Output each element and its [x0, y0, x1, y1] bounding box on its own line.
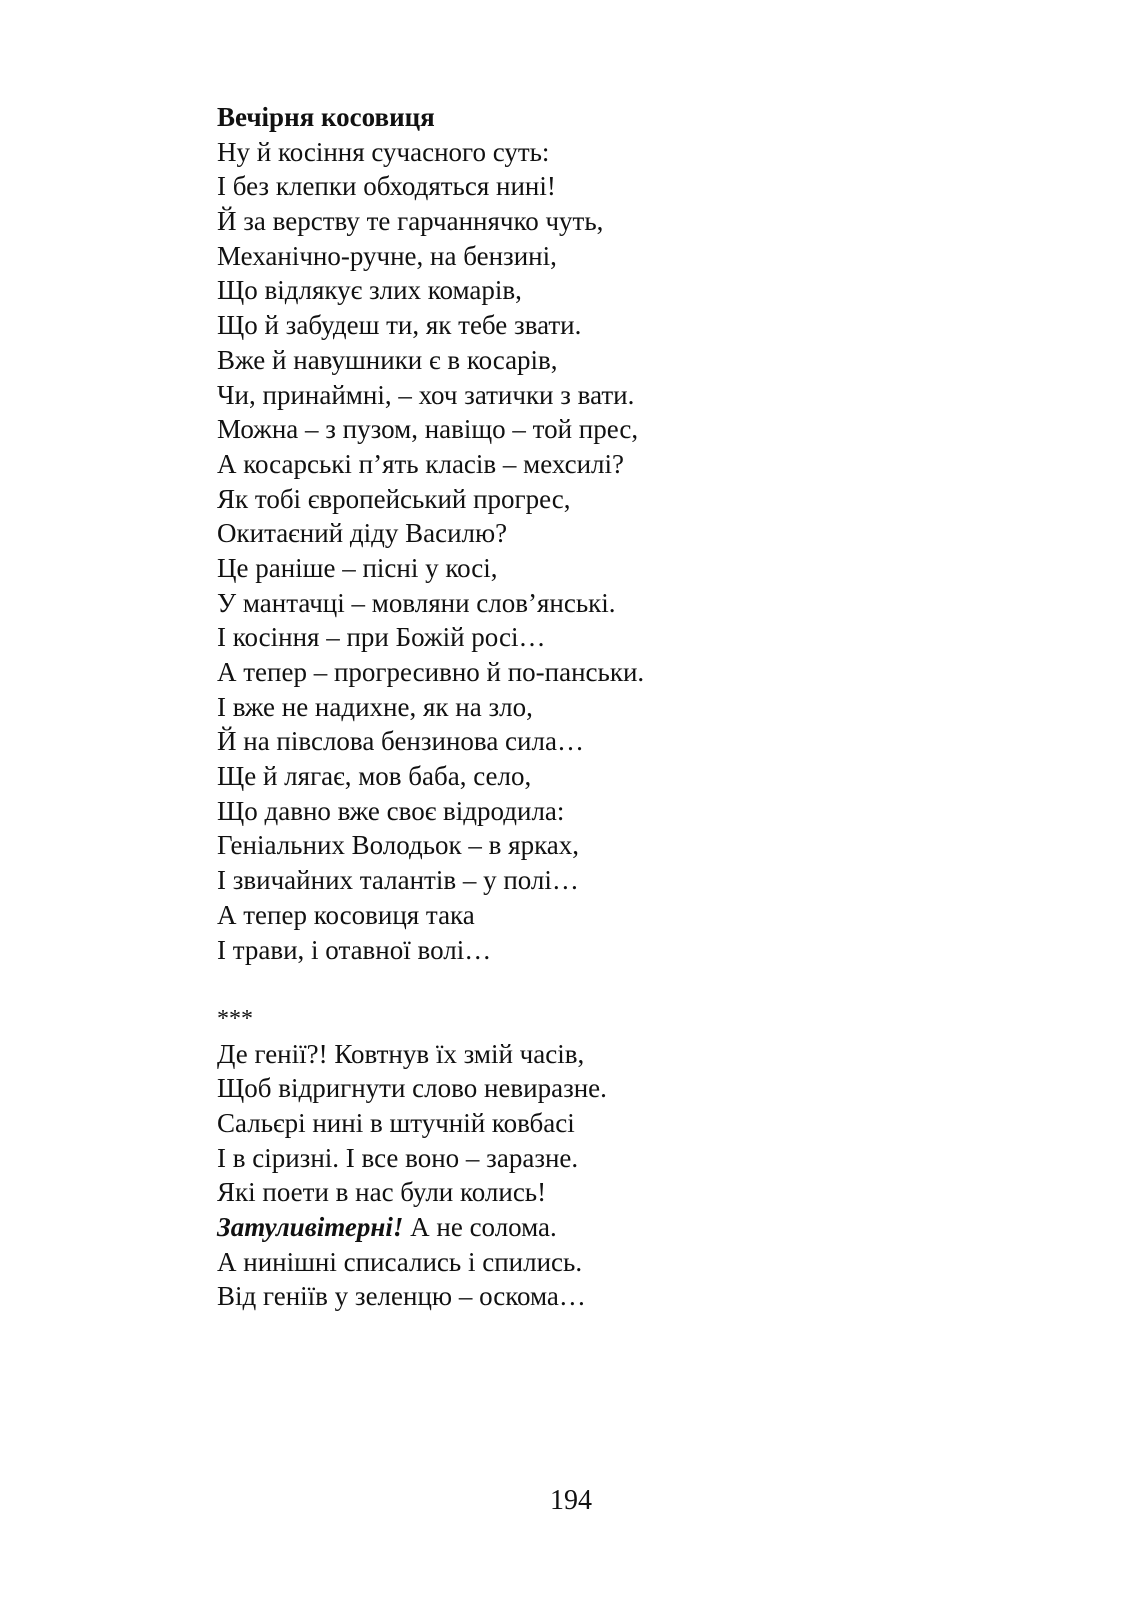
line-rest: А не солома.: [403, 1212, 557, 1242]
poem-line: І в сіризні. І все воно – заразне.: [217, 1142, 579, 1173]
poem-line: І без клепки обходяться нині!: [217, 171, 556, 202]
poem-line: Що давно вже своє відродила:: [217, 795, 565, 826]
poem-line: Вже й навушники є в косарів,: [217, 344, 558, 375]
poem-line: А тепер – прогресивно й по-панськи.: [217, 657, 645, 687]
poem-line: Окитаєний діду Василю?: [217, 518, 508, 549]
poem-line: Механічно-ручне, на бензині,: [217, 240, 557, 271]
poem-line: І трави, і отавної волі…: [217, 934, 492, 965]
poem-line: Чи, принаймні, – хоч затички з вати.: [217, 379, 635, 410]
poem-line: Як тобі європейський прогрес,: [217, 483, 571, 514]
poem-line: А нинішні списались і спились.: [217, 1246, 583, 1277]
poem-line: Що й забудеш ти, як тебе звати.: [217, 310, 582, 341]
poem-line: Сальєрі нині в штучній ковбасі: [217, 1107, 575, 1138]
poem-line: Де генії?! Ковтнув їх змій часів,: [217, 1038, 585, 1069]
poem-line: Які поети в нас були колись!: [217, 1177, 547, 1208]
stanza-gap: [217, 967, 977, 1002]
page-number: 194: [550, 1485, 592, 1516]
poem-line: Ще й лягає, мов баба, село,: [217, 761, 532, 792]
poem-line: Геніальних Володьок – в ярках,: [217, 830, 580, 861]
poem-line: А косарські п’ять класів – мехсилі?: [217, 448, 624, 479]
poem-line: Й за верству те гарчаннячко чуть,: [217, 206, 604, 237]
poem-1-stanza: [217, 135, 977, 968]
poem-line: І косіння – при Божій росі…: [217, 622, 546, 653]
poem-line: Від геніїв у зеленцю – оскома…: [217, 1281, 586, 1312]
page-content: [217, 100, 977, 1314]
poem-line-emphasized: [217, 1210, 977, 1245]
poem-line: Це раніше – пісні у косі,: [217, 552, 498, 583]
section-separator: ***: [217, 1005, 253, 1032]
emphasized-word: Затуливітерні!: [217, 1212, 404, 1242]
poem-line: Щоб відригнути слово невиразне.: [217, 1073, 607, 1104]
poem-line: У мантачці – мовляни слов’янські.: [217, 587, 616, 618]
poem-line: Й на півслова бензинова сила…: [217, 726, 584, 757]
poem-2-stanza: [217, 1037, 977, 1315]
poem-line: І звичайних талантів – у полі…: [217, 865, 579, 896]
poem-line: Що відлякує злих комарів,: [217, 275, 522, 306]
poem-title: Вечірня косовиця: [217, 102, 435, 132]
poem-line: Ну й косіння сучасного суть:: [217, 136, 550, 167]
poem-line: Можна – з пузом, навіщо – той прес,: [217, 414, 639, 445]
poem-line: І вже не надихне, як на зло,: [217, 691, 533, 722]
poem-line: А тепер косовиця така: [217, 899, 475, 930]
